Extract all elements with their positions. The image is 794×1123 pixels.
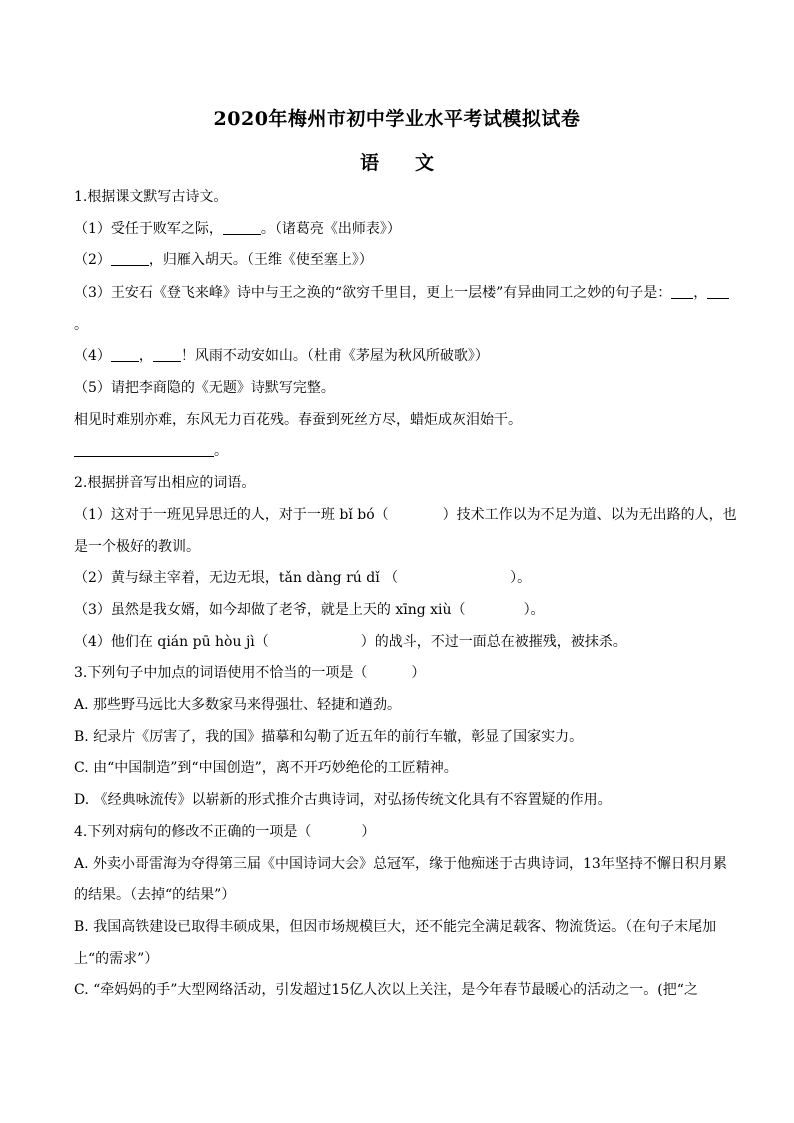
q2-item-1: （1）这对于一班见异思迁的人，对于一班 bǐ bó（ ）技术工作以为不足为道、以为无出路的人，也: [74, 507, 737, 523]
q1-item-3-end: 。: [74, 317, 88, 333]
answer-blank[interactable]: [111, 251, 149, 266]
q1-item-4: （4） ， ！风雨不动安如山。（杜甫《茅屋为秋风所破歌》）: [74, 348, 489, 364]
q2-item-1-cont: 是一个极好的教训。: [74, 539, 200, 555]
q3-stem: 3.下列句子中加点的词语使用不恰当的一项是（ ）: [74, 665, 426, 681]
q1-item-5: （5）请把李商隐的《无题》诗默写完整。: [74, 380, 335, 396]
q1-item-2: （2） ，归雁入胡天。（王维《使至塞上》）: [74, 252, 373, 268]
q2-item-3: （3）虽然是我女婿，如今却做了老爷，就是上天的 xīng xiù（ ）。: [74, 602, 545, 618]
q4-stem: 4.下列对病句的修改不正确的一项是（ ）: [74, 824, 376, 840]
q2-item-4: （4）他们在 qián pū hòu jì（ ）的战斗，不过一面总在被摧残，被抹杀。: [74, 634, 627, 650]
q1-item-3: （3）王安石《登飞来峰》诗中与王之涣的“欲穷千里目，更上一层楼”有异曲同工之妙的句子是： ，: [74, 283, 734, 303]
q4-option-b: B. 我国高铁建设已取得丰硕成果，但因市场规模巨大，还不能完全满足载客、物流货运。（在句子末尾加: [74, 919, 717, 935]
q4-option-a: A. 外卖小哥雷海为夺得第三届《中国诗词大会》总冠军，缘于他痴迷于古典诗词，13年坚持不懈日积月累: [74, 856, 727, 872]
answer-blank[interactable]: [223, 220, 261, 235]
exam-title: 2020年梅州市初中学业水平考试模拟试卷: [213, 108, 581, 130]
q3-option-a: A. 那些野马远比大多数家马来得强壮、轻捷和遒劲。: [74, 697, 402, 713]
q3-option-d: D. 《经典咏流传》以崭新的形式推介古典诗词，对弘扬传统文化具有不容置疑的作用。: [74, 792, 612, 808]
q1-poem-answer: 。: [74, 441, 724, 461]
answer-blank[interactable]: [111, 347, 139, 362]
q4-option-c: C. “牵妈妈的手”大型网络活动，引发超过15亿人次以上关注，是今年春节最暖心的活动之一。(把“之: [74, 982, 698, 998]
answer-blank[interactable]: [74, 442, 214, 457]
subject-title: 语文: [359, 152, 470, 174]
answer-blank[interactable]: [707, 284, 729, 299]
q3-option-b: B. 纪录片《厉害了，我的国》描摹和勾勒了近五年的前行车辙，彰显了国家实力。: [74, 729, 584, 745]
q4-option-a-cont: 的结果。（去掉“的结果”）: [74, 887, 236, 903]
answer-blank[interactable]: [153, 347, 181, 362]
q1-item-1: （1）受任于败军之际， 。（诸葛亮《出师表》）: [74, 221, 401, 237]
q1-stem: 1.根据课文默写古诗文。: [74, 189, 228, 205]
answer-blank[interactable]: [671, 284, 693, 299]
q2-item-2: （2）黄与绿主宰着，无边无垠，tǎn dàng rú dǐ （ ）。: [74, 570, 532, 586]
q4-option-b-cont: 上“的需求”）: [74, 951, 159, 967]
q3-option-c: C. 由“中国制造”到“中国创造”，离不开巧妙绝伦的工匠精神。: [74, 760, 458, 776]
q2-stem: 2.根据拼音写出相应的词语。: [74, 475, 256, 491]
q1-poem: 相见时难别亦难，东风无力百花残。春蚕到死丝方尽，蜡炬成灰泪始干。: [74, 412, 522, 428]
